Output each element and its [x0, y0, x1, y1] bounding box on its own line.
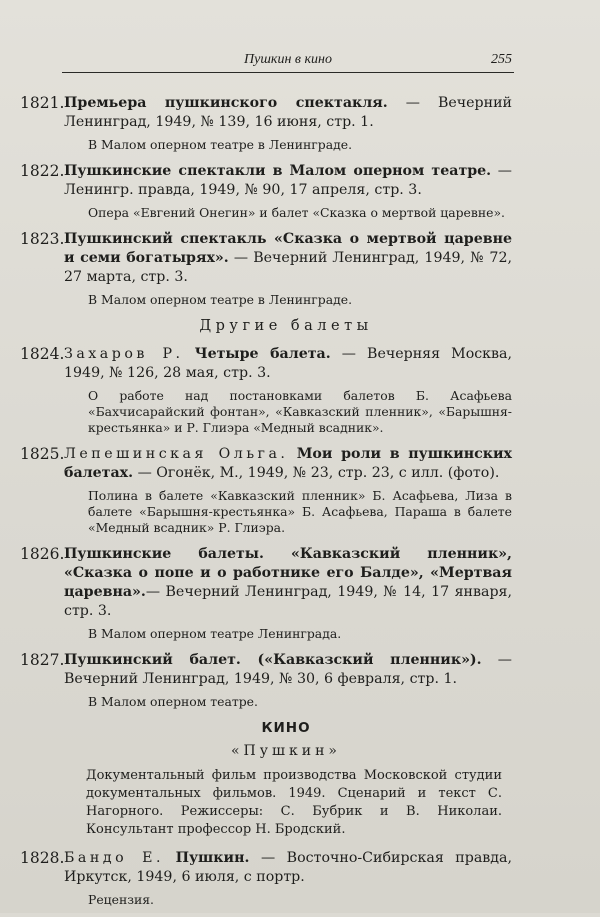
entry-author: Захаров Р.: [64, 346, 184, 362]
entry-number: 1823.: [20, 230, 65, 248]
header-rule: [62, 72, 514, 73]
entry-number: 1825.: [20, 445, 65, 463]
entry-title: Премьера пушкинского спектакля.: [64, 95, 388, 111]
entry-annotation: В Малом оперном театре в Ленинграде.: [88, 137, 353, 152]
section-heading-ballets: Другие балеты: [199, 318, 373, 334]
entry-title: Пушкинские балеты. «Кавказский пленник», «Сказка о попе и о работнике его Балде», «Мертвая царевна».: [64, 546, 512, 600]
entry-1821: [20, 94, 512, 132]
entry-source: — Вечерний Ленинград, 1949, № 30, 6 февраля, стр. 1.: [64, 652, 512, 687]
entry-title: Пушкинские спектакли в Малом оперном театре.: [64, 163, 492, 179]
entry-number: 1821.: [20, 94, 65, 112]
bibliography: [20, 94, 512, 917]
entry-1825: [20, 445, 512, 483]
entry-source: — Вечерний Ленинград, 1949, № 72, 27 марта, стр. 3.: [64, 250, 512, 285]
entry-1828: [20, 849, 512, 887]
entry-annotation: Опера «Евгений Онегин» и балет «Сказка о мертвой царевне».: [88, 205, 505, 220]
entry-title: Мои роли в пушкинских балетах.: [64, 446, 512, 481]
running-header: [64, 52, 512, 68]
entry-annotation: Рецензия.: [88, 892, 155, 907]
entry-annotation: В Малом оперном театре Ленинграда.: [88, 626, 342, 641]
entry-title: Четыре балета.: [194, 346, 331, 362]
entry-1824: [20, 345, 512, 383]
entry-annotation: В Малом оперном театре в Ленинграде.: [88, 292, 353, 307]
entry-annotation: В Малом оперном театре.: [88, 694, 258, 709]
entry-citation: [64, 849, 512, 887]
entry-author: Бандо Е.: [64, 850, 165, 866]
entry-1827: [20, 651, 512, 689]
entry-citation: [64, 162, 512, 200]
entry-1822: [20, 162, 512, 200]
entry-citation: [64, 545, 512, 621]
entry-title: Пушкинский балет. («Кавказский пленник»).: [64, 652, 482, 668]
entry-source: — Вечерний Ленинград, 1949, № 14, 17 января, стр. 3.: [64, 584, 512, 619]
entry-number: 1824.: [20, 345, 65, 363]
entry-annotation: Полина в балете «Кавказский пленник» Б. Асафьева, Лиза в балете «Барышня-крестьянка» Б. Асафьева, Параша в балете «Медный всадник» Р. Глиэра.: [88, 488, 512, 535]
entry-title: Пушкин.: [175, 850, 250, 866]
entry-number: 1826.: [20, 545, 65, 563]
entry-citation: [64, 230, 512, 287]
entry-1823: [20, 230, 512, 287]
entry-1826: [20, 545, 512, 621]
entry-annotation: О работе над постановками балетов Б. Асафьева «Бахчисарайский фонтан», «Кавказский пленник», «Барышня-крестьянка» и Р. Глиэра «Медный всадник».: [88, 388, 512, 435]
entry-number: 1828.: [20, 849, 65, 867]
entry-number: 1827.: [20, 651, 65, 669]
page-number: 255: [491, 52, 512, 67]
entry-title: Пушкинский спектакль «Сказка о мертвой царевне и семи богатырях».: [64, 231, 512, 266]
entry-citation: [64, 651, 512, 689]
entry-source: — Ленингр. правда, 1949, № 90, 17 апреля, стр. 3.: [64, 163, 512, 198]
entry-citation: [64, 445, 512, 483]
film-title: «Пушкин»: [230, 743, 341, 759]
entry-source: — Восточно-Сибирская правда, Иркутск, 1949, 6 июля, с портр.: [64, 850, 512, 885]
entry-citation: [64, 345, 512, 383]
entry-source: — Вечерний Ленинград, 1949, № 139, 16 июня, стр. 1.: [64, 95, 512, 130]
entry-number: 1822.: [20, 162, 65, 180]
running-title: Пушкин в кино: [244, 52, 332, 67]
section-heading-kino: КИНО: [261, 720, 311, 736]
entry-citation: [64, 94, 512, 132]
film-description: Документальный фильм производства Московской студии документальных фильмов. 1949. Сценарий и текст С. Нагорного. Режиссеры: С. Бубрик и В. Николаи. Консультант профессор Н. Бродский.: [86, 768, 502, 837]
entry-source: — Огонёк, М., 1949, № 23, стр. 23, с илл. (фото).: [133, 465, 500, 481]
entry-author: Лепешинская Ольга.: [64, 446, 289, 462]
entry-source: — Вечерняя Москва, 1949, № 126, 28 мая, стр. 3.: [64, 346, 513, 381]
